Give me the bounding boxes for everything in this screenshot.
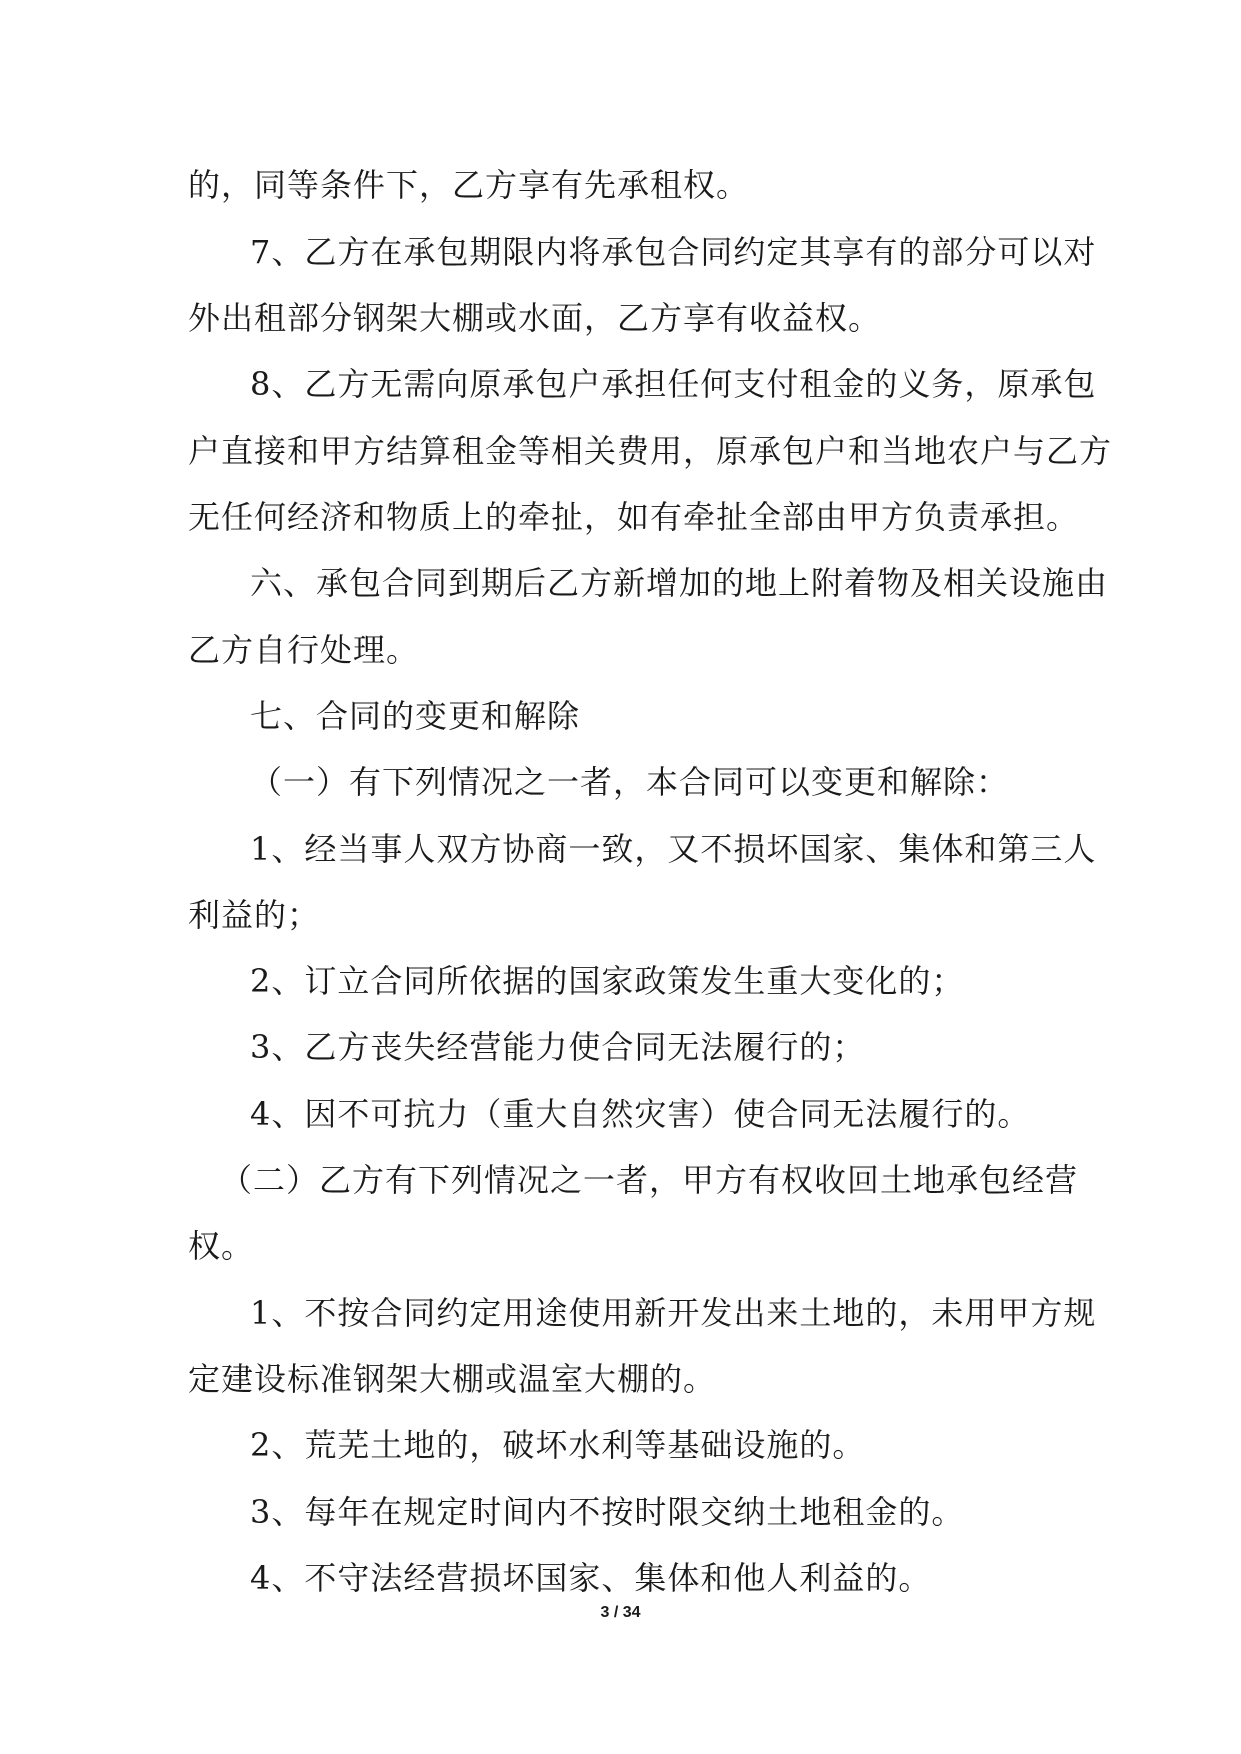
text-line: 3、每年在规定时间内不按时限交纳土地租金的。 — [250, 1493, 965, 1531]
text-line: 4、因不可抗力（重大自然灾害）使合同无法履行的。 — [250, 1095, 1031, 1133]
text-line: 4、不守法经营损坏国家、集体和他人利益的。 — [250, 1559, 932, 1597]
text-line: 无任何经济和物质上的牵扯，如有牵扯全部由甲方负责承担。 — [188, 498, 1080, 536]
section-heading: 七、合同的变更和解除 — [250, 697, 581, 735]
text-line: 1、经当事人双方协商一致，又不损坏国家、集体和第三人 — [250, 830, 1097, 868]
text-line: 2、订立合同所依据的国家政策发生重大变化的； — [250, 962, 965, 1000]
text-line: 1、不按合同约定用途使用新开发出来土地的，未用甲方规 — [250, 1294, 1097, 1332]
text-line: 2、荒芜土地的，破坏水利等基础设施的。 — [250, 1426, 866, 1464]
text-line: 权。 — [188, 1227, 255, 1265]
text-line: 外出租部分钢架大棚或水面，乙方享有收益权。 — [188, 299, 882, 337]
text-line: 户直接和甲方结算租金等相关费用，原承包户和当地农户与乙方 — [188, 432, 1113, 470]
text-line: 利益的； — [188, 896, 321, 934]
text-line: 3、乙方丧失经营能力使合同无法履行的； — [250, 1028, 866, 1066]
text-line: 六、承包合同到期后乙方新增加的地上附着物及相关设施由 — [250, 564, 1109, 602]
text-line: （二）乙方有下列情况之一者，甲方有权收回土地承包经营 — [220, 1161, 1079, 1199]
text-line: 的，同等条件下，乙方享有先承租权。 — [188, 166, 750, 204]
page-number: 3 / 34 — [600, 1604, 641, 1621]
text-line: 7、乙方在承包期限内将承包合同约定其享有的部分可以对 — [250, 233, 1097, 271]
text-line: 8、乙方无需向原承包户承担任何支付租金的义务，原承包 — [250, 365, 1097, 403]
text-line: （一）有下列情况之一者，本合同可以变更和解除： — [250, 763, 1010, 801]
text-line: 定建设标准钢架大棚或温室大棚的。 — [188, 1360, 717, 1398]
text-line: 乙方自行处理。 — [188, 631, 420, 669]
